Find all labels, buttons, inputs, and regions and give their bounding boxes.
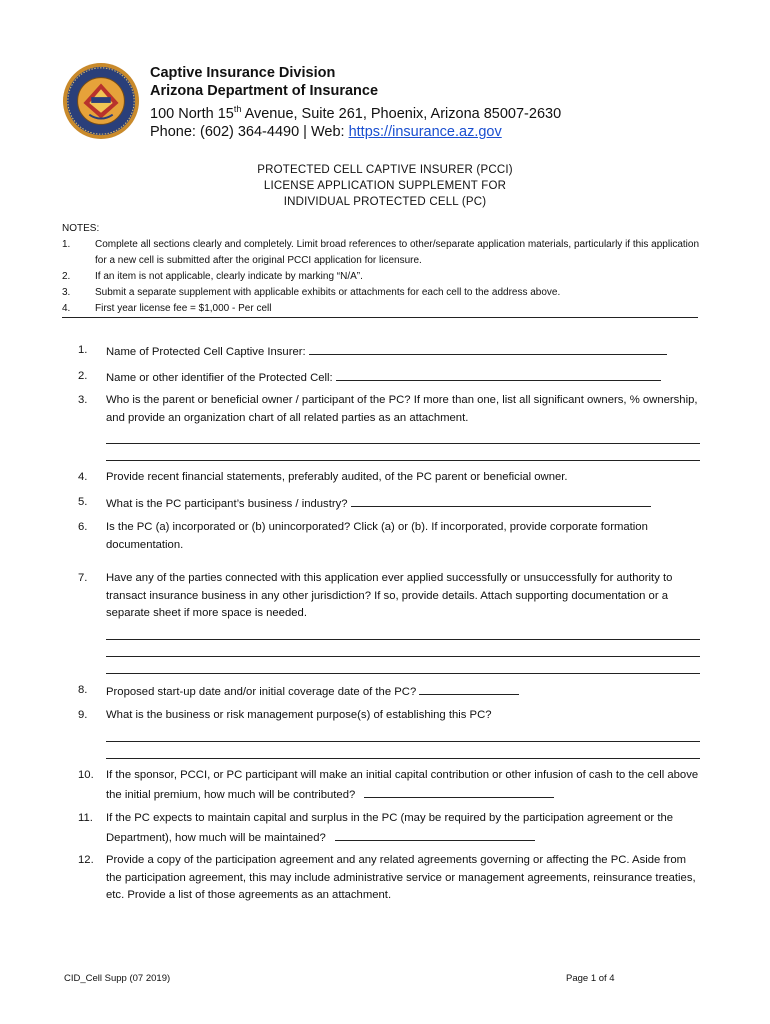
note-text: Complete all sections clearly and completely. Limit broad references to other/separate application materials, particularly if this application for a new cell is submitted after the original PCCI application for licensure. xyxy=(95,239,699,266)
note-item xyxy=(62,301,702,317)
question-text: Proposed start-up date and/or initial coverage date of the PC? xyxy=(106,686,420,698)
question-8 xyxy=(78,682,700,702)
question-text: What is the PC participant’s business / industry? xyxy=(106,498,351,510)
question-9 xyxy=(78,707,700,759)
question-7 xyxy=(78,570,700,674)
division-name: Captive Insurance Division xyxy=(150,65,336,81)
question-text: What is the business or risk management purpose(s) of establishing this PC? xyxy=(106,709,492,721)
note-text: Submit a separate supplement with applicable exhibits or attachments for each cell to the address above. xyxy=(95,287,561,298)
question-5 xyxy=(78,494,700,514)
address-sup: th xyxy=(233,104,242,114)
cell-identifier-field[interactable] xyxy=(336,368,661,381)
arizona-department-seal xyxy=(62,62,140,140)
question-10 xyxy=(78,767,700,804)
question-text: Provide recent financial statements, preferably audited, of the PC parent or beneficial owner. xyxy=(106,471,568,483)
department-name: Arizona Department of Insurance xyxy=(150,83,379,99)
address-suffix: Avenue, Suite 261, Phoenix, Arizona 85007-2630 xyxy=(241,105,562,122)
question-number: 11. xyxy=(78,812,93,824)
question-text: Who is the parent or beneficial owner / participant of the PC? If more than one, list all significant owners, % ownership, and provide an organization chart of all related parties as an attachment. xyxy=(106,394,698,424)
question-11 xyxy=(78,810,700,847)
question-text: If the PC expects to maintain capital and surplus in the PC (may be required by the participation agreement or the Department), how much will be maintained? xyxy=(106,812,674,844)
answer-line[interactable] xyxy=(106,427,700,444)
phone-text: Phone: (602) 364-4490 | Web: xyxy=(150,123,349,140)
answer-line[interactable] xyxy=(106,444,700,461)
answer-line[interactable] xyxy=(106,657,700,674)
note-text: First year license fee = $1,000 - Per cell xyxy=(95,303,272,314)
note-item xyxy=(62,285,702,301)
note-item xyxy=(62,237,702,269)
notes-divider xyxy=(62,317,698,318)
contact-line xyxy=(150,123,561,141)
question-number: 2. xyxy=(78,370,88,382)
answer-line[interactable] xyxy=(106,725,700,742)
question-number: 5. xyxy=(78,496,88,508)
question-number: 6. xyxy=(78,521,88,533)
question-4 xyxy=(78,469,700,487)
question-text: Have any of the parties connected with this application ever applied successfully or unsuccessfully for authority to transact insurance business in any other jurisdiction? If so, provide details. Attach supporting documentation or a separate sheet if more space is needed. xyxy=(106,572,673,619)
question-6 xyxy=(78,519,700,554)
answer-line[interactable] xyxy=(106,623,700,640)
answer-line[interactable] xyxy=(106,742,700,759)
website-link[interactable]: https://insurance.az.gov xyxy=(348,123,502,140)
note-number: 3. xyxy=(62,287,71,298)
question-number: 8. xyxy=(78,684,88,696)
question-text: Provide a copy of the participation agreement and any related agreements governing or affecting the PC. Aside from the participation agreement, this may include administrative service or management agreements, reinsurance treaties, etc. Provide a list of those agreements as an attachment. xyxy=(106,854,696,901)
question-3 xyxy=(78,392,700,461)
question-text: Name or other identifier of the Protected Cell: xyxy=(106,372,336,384)
question-number: 1. xyxy=(78,344,88,356)
capital-surplus-field[interactable] xyxy=(335,828,535,841)
note-text: If an item is not applicable, clearly indicate by marking “N/A”. xyxy=(95,271,363,282)
question-text: Name of Protected Cell Captive Insurer: xyxy=(106,346,309,358)
title-line-2: LICENSE APPLICATION SUPPLEMENT FOR xyxy=(263,180,507,192)
question-number: 4. xyxy=(78,471,88,483)
question-1 xyxy=(78,342,700,362)
form-id: CID_Cell Supp (07 2019) xyxy=(64,973,171,984)
question-number: 9. xyxy=(78,709,88,721)
page-number: Page 1 of 4 xyxy=(566,973,615,984)
note-number: 4. xyxy=(62,303,71,314)
question-text: If the sponsor, PCCI, or PC participant will make an initial capital contribution or other infusion of cash to the cell above the initial premium, how much will be contributed? xyxy=(106,769,699,801)
answer-line[interactable] xyxy=(106,640,700,657)
title-line-3: INDIVIDUAL PROTECTED CELL (PC) xyxy=(283,196,487,208)
business-industry-field[interactable] xyxy=(351,494,651,507)
capital-contribution-field[interactable] xyxy=(364,785,554,798)
address-prefix: 100 North 15 xyxy=(150,105,234,122)
notes-heading: NOTES: xyxy=(62,223,100,234)
note-item xyxy=(62,269,702,285)
title-line-1: PROTECTED CELL CAPTIVE INSURER (PCCI) xyxy=(257,164,513,176)
question-2 xyxy=(78,368,700,388)
question-text: Is the PC (a) incorporated or (b) unincorporated? Click (a) or (b). If incorporated, provide corporate formation documentation. xyxy=(106,521,648,551)
note-number: 1. xyxy=(62,239,71,250)
address-line xyxy=(150,100,561,123)
question-number: 10. xyxy=(78,769,94,781)
question-number: 3. xyxy=(78,394,88,406)
insurer-name-field[interactable] xyxy=(309,342,667,355)
agency-header xyxy=(150,64,561,141)
note-number: 2. xyxy=(62,271,71,282)
start-date-field[interactable] xyxy=(419,682,519,695)
question-12 xyxy=(78,852,700,905)
form-title xyxy=(150,162,620,210)
question-number: 7. xyxy=(78,572,88,584)
notes-section xyxy=(62,221,702,317)
question-number: 12. xyxy=(78,854,94,866)
